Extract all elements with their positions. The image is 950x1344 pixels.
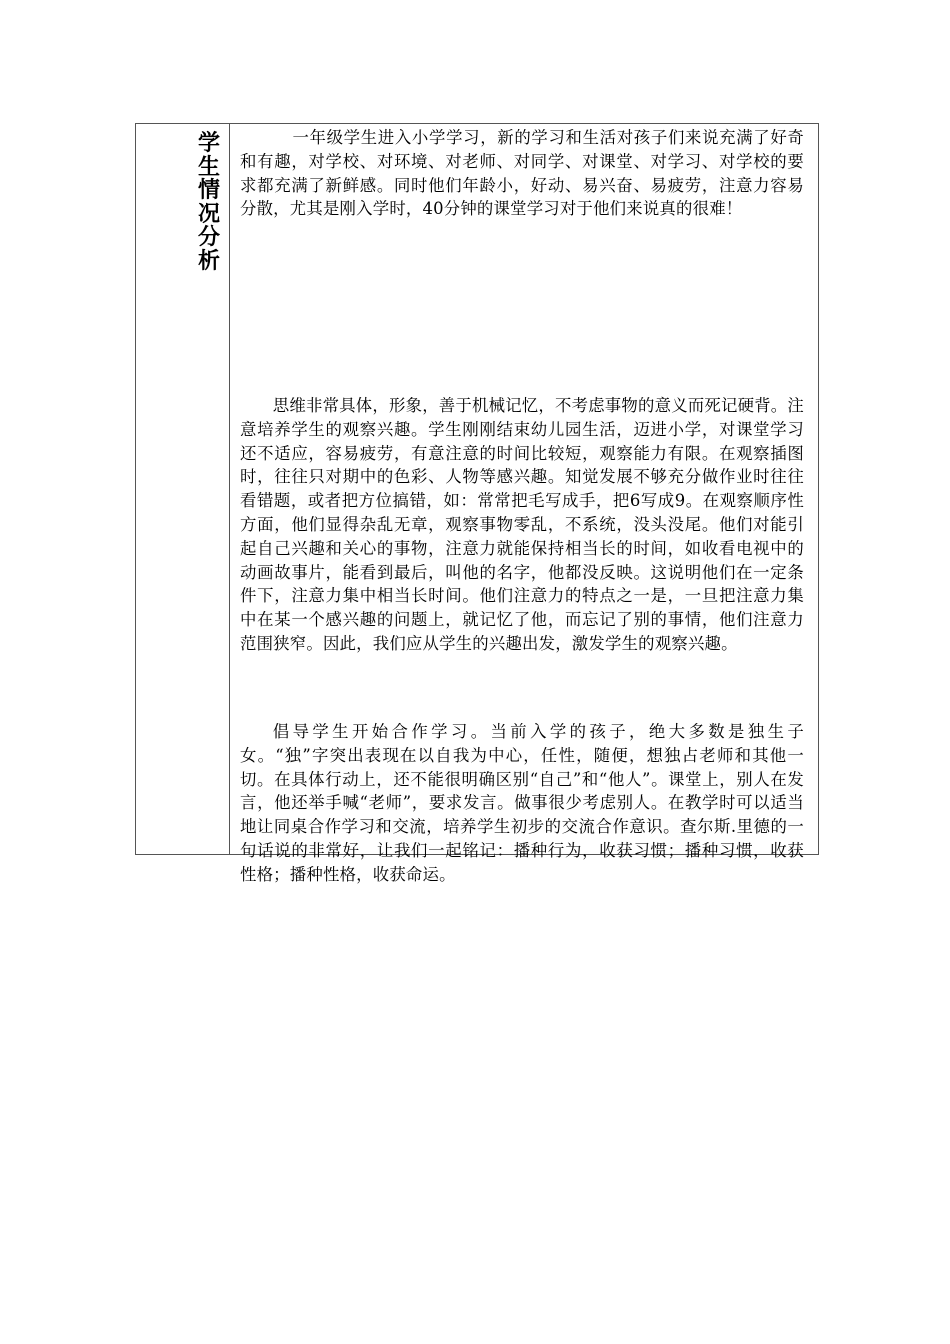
analysis-table xyxy=(135,123,819,884)
section-content-cell xyxy=(230,124,818,884)
section-label-cell xyxy=(136,124,230,854)
paragraph-1: 一年级学生进入小学学习，新的学习和生活对孩子们来说充满了好奇和有趣，对学校、对环境、对老师、对同学、对课堂、对学习、对学校的要求都充满了新鲜感。同时他们年龄小，好动、易兴奋、易疲劳，注意力容易分散，尤其是刚入学时，40分钟的课堂学习对于他们来说真的很难！ xyxy=(240,128,804,219)
paragraph-3: 倡导学生开始合作学习。当前入学的孩子，绝大多数是独生子女。“独”字突出表现在以自我为中心，任性，随便，想独占老师和其他一切。在具体行动上，还不能很明确区别“自己”和“他人”。课堂上，别人在发言，他还举手喊“老师”，要求发言。做事很少考虑别人。在教学时可以适当地让同桌合作学习和交流，培养学生初步的交流合作意识。查尔斯.里德的一句话说的非常好，让我们一起铭记：播种行为，收获习惯；播种习惯，收获性格；播种性格，收获命运。 xyxy=(240,722,804,884)
section-label: 学生情况分析 xyxy=(197,131,220,274)
paragraph-2: 思维非常具体，形象，善于机械记忆，不考虑事物的意义而死记硬背。注意培养学生的观察兴趣。学生刚刚结束幼儿园生活，迈进小学，对课堂学习还不适应，容易疲劳，有意注意的时间比较短，观察能力有限。在观察插图时，往往只对期中的色彩、人物等感兴趣。知觉发展不够充分做作业时往往看错题，或者把方位搞错，如：常常把毛写成手，把6写成9。在观察顺序性方面，他们显得杂乱无章，观察事物零乱，不系统，没头没尾。他们对能引起自己兴趣和关心的事物，注意力就能保持相当长的时间，如收看电视中的动画故事片，能看到最后，叫他的名字，他都没反映。这说明他们在一定条件下，注意力集中相当长时间。他们注意力的特点之一是，一旦把注意力集中在某一个感兴趣的问题上，就记忆了他，而忘记了别的事情，他们注意力范围狭窄。因此，我们应从学生的兴趣出发，激发学生的观察兴趣。 xyxy=(240,396,804,653)
